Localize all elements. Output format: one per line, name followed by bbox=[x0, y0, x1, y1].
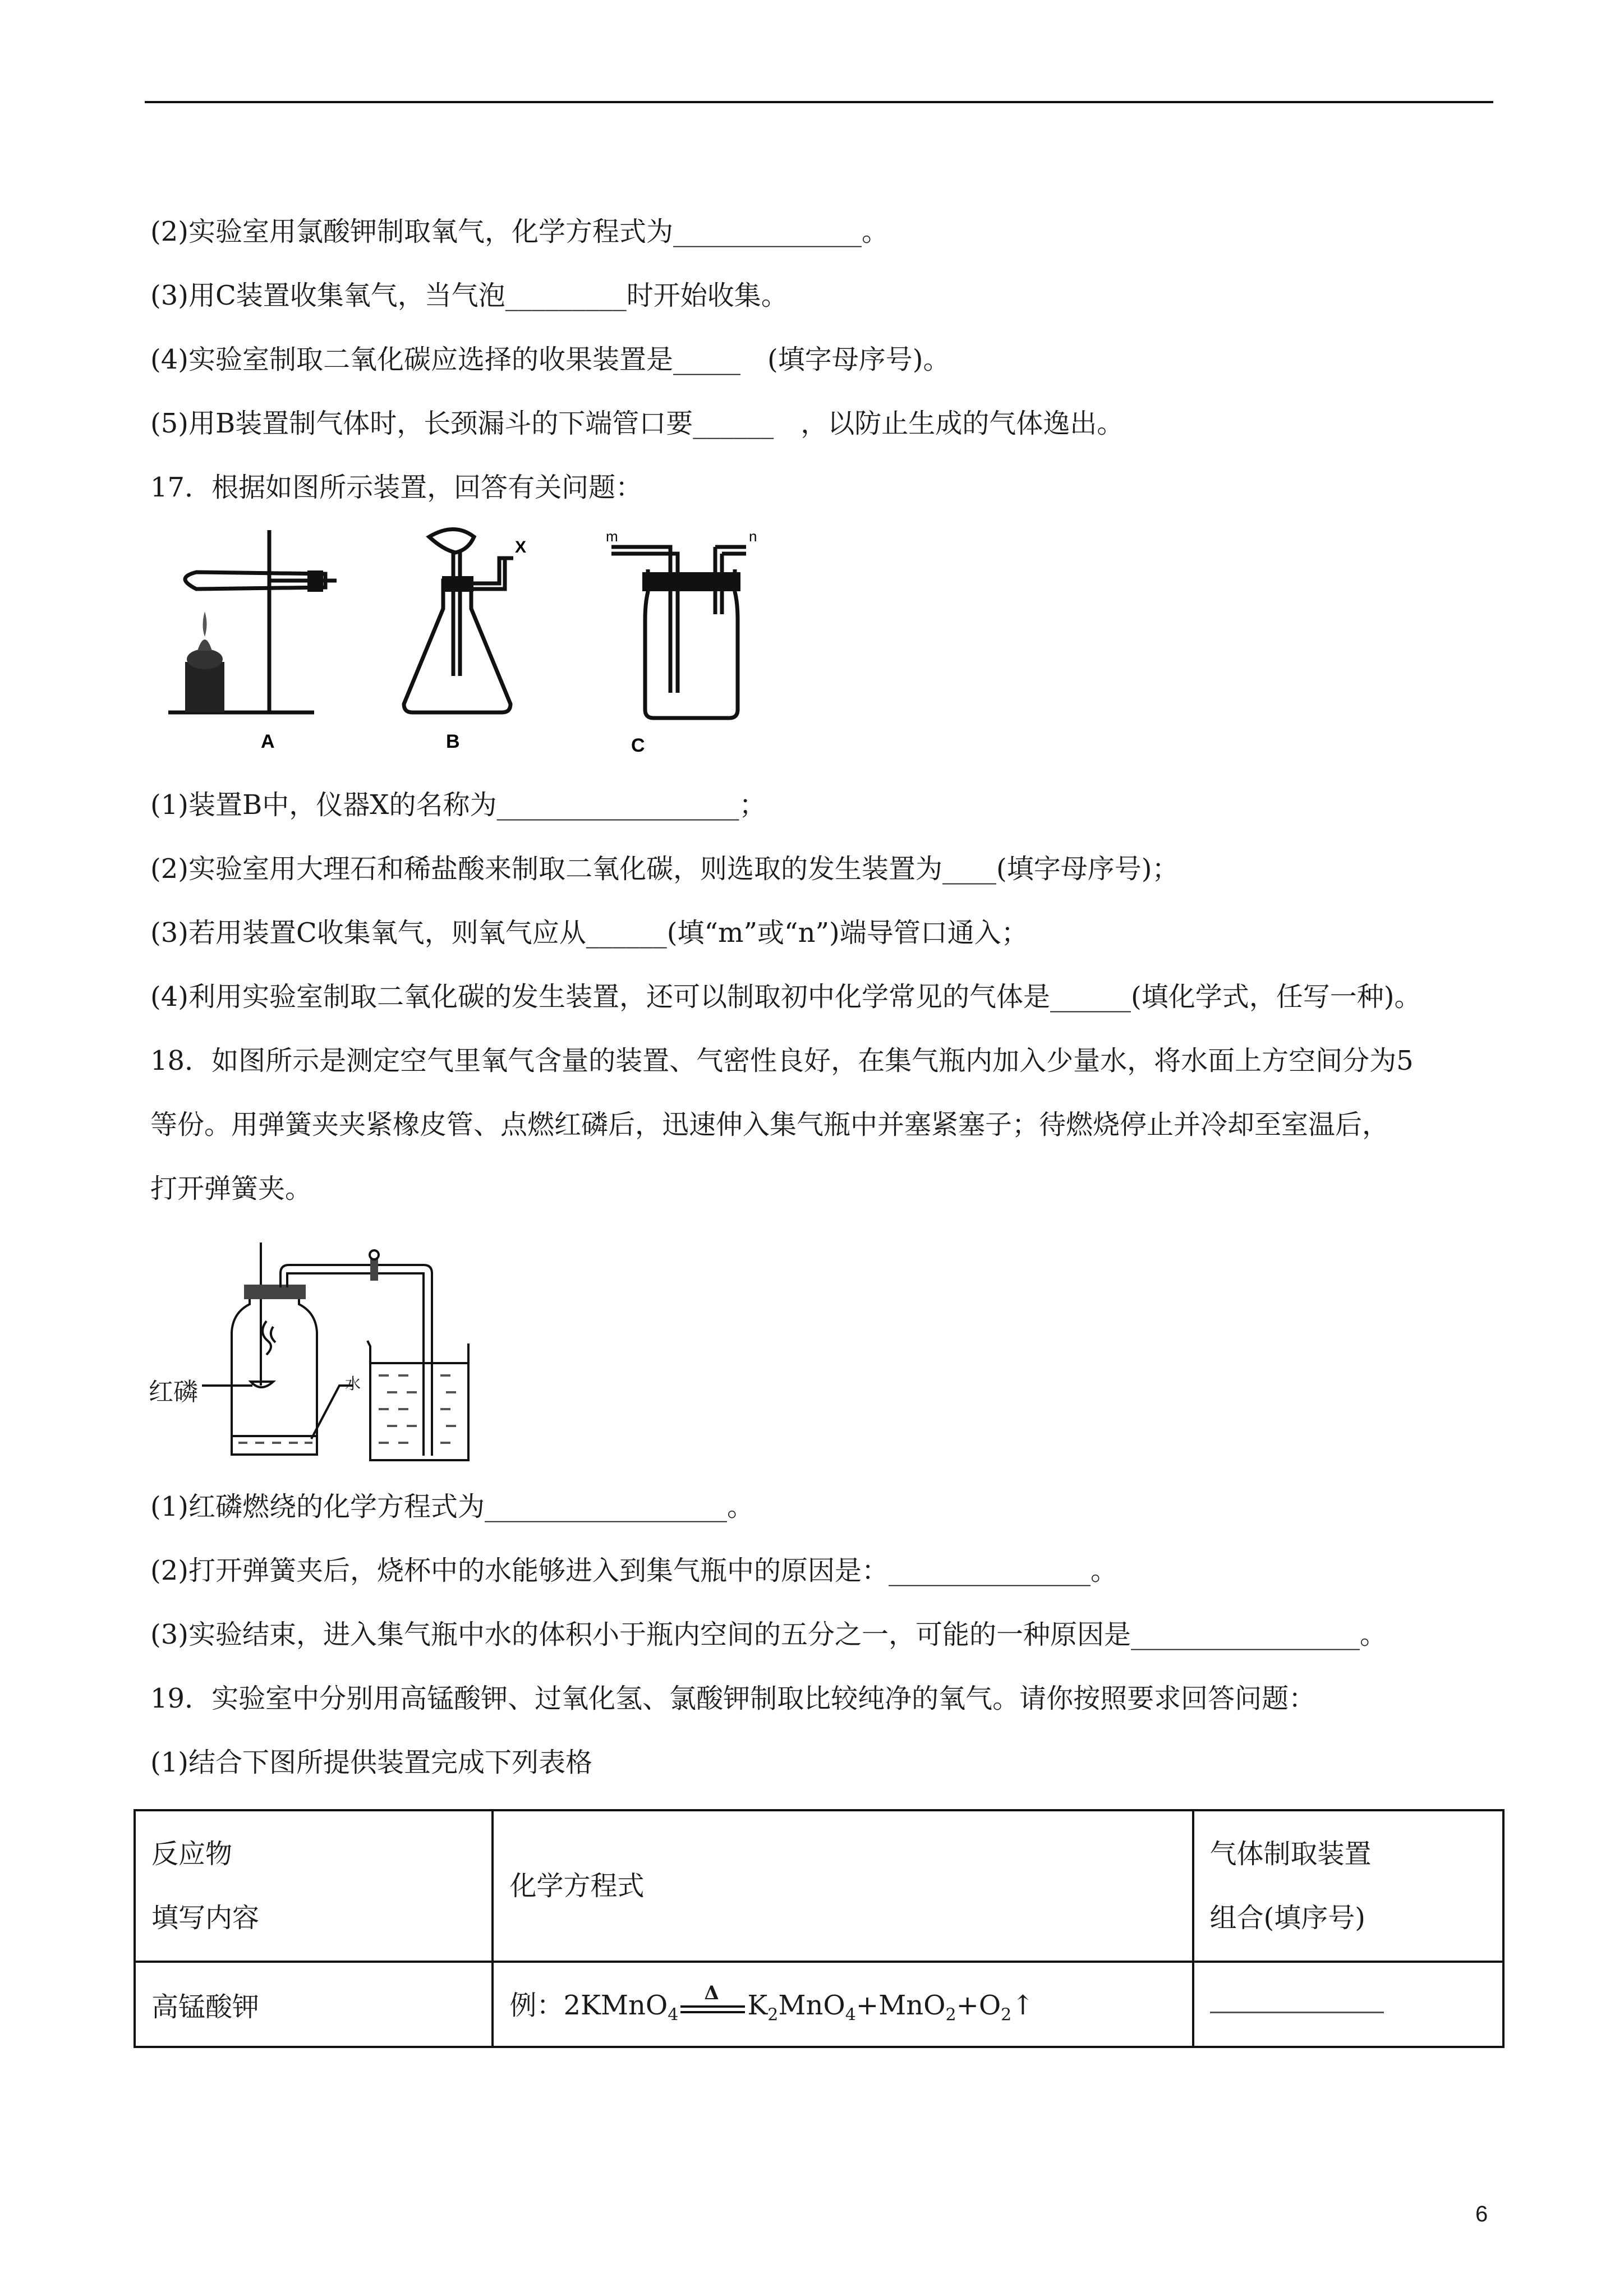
apparatus-cell bbox=[1193, 1962, 1503, 2047]
eq-plus1: +MnO bbox=[855, 1990, 946, 2022]
eq-sub5: 2 bbox=[1001, 2005, 1012, 2025]
q19-part1: (1)结合下图所提供装置完成下列表格 bbox=[150, 1747, 592, 1778]
eq-prefix: 例：2KMnO bbox=[509, 1990, 668, 2022]
equation-cell bbox=[493, 1962, 1193, 2047]
q17-part4: (4)利用实验室制取二氧化碳的发生装置，还可以制取初中化学常见的气体是______(填化学式，任写一种)。 bbox=[150, 981, 1421, 1013]
table-header-row bbox=[135, 1810, 1503, 1962]
beaker-water-dashes bbox=[379, 1374, 456, 1444]
label-m: m bbox=[606, 528, 618, 545]
label-water: 水 bbox=[345, 1375, 361, 1392]
q18-part2: (2)打开弹簧夹后，烧杯中的水能够进入到集气瓶中的原因是：_______________。 bbox=[150, 1555, 1117, 1586]
header-reactant-line1: 反应物 bbox=[151, 1838, 233, 1870]
q19-stem: 19．实验室中分别用高锰酸钾、过氧化氢、氯酸钾制取比较纯净的氧气。请你按照要求回答问题： bbox=[150, 1683, 1316, 1714]
q18-part1: (1)红磷燃绕的化学方程式为__________________。 bbox=[150, 1491, 754, 1522]
q17-stem: 17．根据如图所示装置，回答有关问题： bbox=[150, 472, 643, 503]
eq-plus2: +O bbox=[956, 1990, 1001, 2022]
eq-mno: MnO bbox=[778, 1990, 845, 2022]
q16-part2: (2)实验室用氯酸钾制取氧气，化学方程式为______________。 bbox=[150, 216, 889, 247]
example-equation bbox=[509, 1981, 1034, 2025]
header-reactant-line2: 填写内容 bbox=[151, 1902, 260, 1934]
table-row bbox=[135, 1962, 1503, 2047]
q16-part5: (5)用B装置制气体时，长颈漏斗的下端管口要______ ，以防止生成的气体逸出。 bbox=[150, 408, 1124, 439]
q16-part4: (4)实验室制取二氧化碳应选择的收果装置是_____ (填字母序号)。 bbox=[150, 344, 950, 375]
header-equation: 化学方程式 bbox=[509, 1870, 645, 1902]
q17-part1: (1)装置B中，仪器X的名称为__________________； bbox=[150, 789, 766, 821]
q17-part2: (2)实验室用大理石和稀盐酸来制取二氧化碳，则选取的发生装置为____(填字母序号)； bbox=[150, 853, 1179, 885]
page-number: 6 bbox=[1475, 2202, 1488, 2226]
eq-sub1: 4 bbox=[668, 2005, 679, 2025]
delta-icon: Δ bbox=[704, 1981, 719, 2004]
q18-stem-line1: 18．如图所示是测定空气里氧气含量的装置、气密性良好，在集气瓶内加入少量水，将水面上方空间分为5 bbox=[150, 1045, 1414, 1076]
header-equation-cell bbox=[493, 1810, 1193, 1962]
q16-part3: (3)用C装置收集氧气，当气泡_________时开始收集。 bbox=[150, 280, 788, 311]
q18-part3: (3)实验结束，进入集气瓶中水的体积小于瓶内空间的五分之一，可能的一种原因是_________________。 bbox=[150, 1619, 1387, 1650]
apparatus-c-drawing bbox=[611, 547, 746, 718]
label-n: n bbox=[749, 528, 757, 545]
header-apparatus-line1: 气体制取装置 bbox=[1209, 1838, 1372, 1870]
q18-stem-line3: 打开弹簧夹。 bbox=[150, 1173, 312, 1204]
header-rule bbox=[145, 101, 1493, 103]
eq-sub3: 4 bbox=[845, 2005, 856, 2025]
q19-table bbox=[134, 1809, 1505, 2048]
eq-sub4: 2 bbox=[945, 2005, 956, 2025]
q17-part3: (3)若用装置C收集氧气，则氧气应从______(填“m”或“n”)端导管口通入； bbox=[150, 917, 1028, 949]
eq-k: K bbox=[747, 1990, 768, 2022]
apparatus-b-drawing bbox=[404, 530, 513, 713]
label-red-phosphorus: 红磷 bbox=[149, 1378, 198, 1406]
eq-sub2: 2 bbox=[767, 2005, 779, 2025]
heat-condition-arrow bbox=[680, 1981, 745, 2019]
label-c: C bbox=[631, 735, 645, 756]
apparatus-answer-blank[interactable] bbox=[1210, 1989, 1384, 2013]
header-apparatus-line2: 组合(填序号) bbox=[1209, 1902, 1365, 1934]
header-apparatus-cell bbox=[1193, 1810, 1503, 1962]
label-a: A bbox=[261, 731, 275, 752]
label-x: X bbox=[515, 538, 527, 556]
q18-apparatus-figure bbox=[149, 1243, 508, 1467]
apparatus-a-drawing bbox=[168, 530, 337, 712]
label-b: B bbox=[446, 731, 460, 752]
q17-apparatus-figure bbox=[163, 524, 774, 766]
q18-stem-line2: 等份。用弹簧夹夹紧橡皮管、点燃红磷后，迅速伸入集气瓶中并塞紧塞子；待燃烧停止并冷却至室温后， bbox=[150, 1109, 1390, 1140]
header-reactant-cell bbox=[135, 1810, 493, 1962]
gas-up-arrow-icon: ↑ bbox=[1011, 1990, 1034, 2022]
reactant-cell bbox=[135, 1962, 493, 2047]
reactant-kmno4: 高锰酸钾 bbox=[151, 1991, 260, 2023]
